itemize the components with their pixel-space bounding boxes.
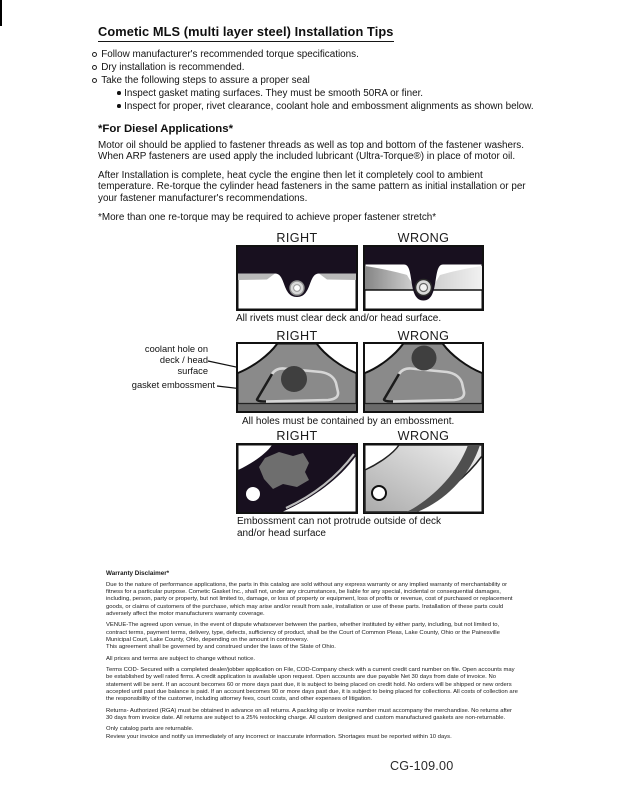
fig3-right-diagram: [236, 443, 358, 514]
diesel-retorque-note: *More than one re-torque may be required to achieve proper fastener stretch*: [98, 211, 437, 223]
fig1-wrong-diagram: [363, 245, 484, 311]
diesel-paragraph: After Installation is complete, heat cycle the engine then let it completely cool to ambient temperature. Re-torque the cylinder head fasteners in the same pattern as initial installation or per your fastener manufacturer's recommendations.: [98, 170, 526, 204]
fig2-wrong-label: WRONG: [397, 329, 450, 343]
warranty-disclaimer-section: [106, 570, 518, 741]
diesel-paragraph: Motor oil should be applied to fastener threads as well as top and bottom of the fastener washers. When ARP fasteners are used apply the included lubricant (Ultra-Torque®) in place of motor oil.: [98, 139, 524, 162]
tip-text: Take the following steps to assure a proper seal: [101, 74, 310, 86]
tip-text: Dry installation is recommended.: [101, 61, 245, 73]
tip-text: Follow manufacturer's recommended torque specifications.: [101, 48, 359, 60]
fig1-right-label: RIGHT: [276, 231, 318, 245]
bolt-hole-icon: [372, 486, 386, 500]
fig1-right-diagram: [236, 245, 358, 311]
prices-notice: All prices and terms are subject to change without notice.: [106, 655, 255, 662]
terms-cod-paragraph: Terms COD- Secured with a completed dealer/jobber application on File, COD-Company check with a current credit card number on file. Open accounts may be established by well rated firms. A credit application is available upon request. Open accounts are due payable Net 30 days from date of invoice. No statement will be sent. If an account becomes 60 or more days past due, it is subject to being placed on credit hold. No orders will be shipped or new orders accepted until past due balance is paid. If an account becomes 90 or more days past due, it is subject to being placed for collections. All costs of collection are the responsibility of the customer, including attorney fees, court costs, and other expenses of litigation.: [106, 667, 518, 703]
fig3-caption: Embossment can not protrude outside of deck and/or head surface: [237, 516, 442, 539]
venue-paragraph: VENUE-The agreed upon venue, in the event of dispute whatsoever between the parties, whether instituted by either party, including, but not limited to, contract terms, payment terms, delivery, type, defects, sufficiency of product, shall be the Court of Common Pleas, Lake County, Ohio or the Painesville Municipal Court, Lake County, Ohio, depending on the amount in controversy.: [106, 622, 500, 643]
governing-law-paragraph: This agreement shall be governed by and construed under the laws of the State of Ohio.: [106, 644, 336, 651]
fig3-right-label: RIGHT: [276, 429, 318, 443]
fig2-caption: All holes must be contained by an embossment.: [242, 416, 455, 427]
fig2-right-label: RIGHT: [276, 329, 318, 343]
warranty-paragraph: Due to the nature of performance applications, the parts in this catalog are sold without any express warranty or any implied warranty of merchantability or fitness for a particular purpose. Cometic Gasket Inc., shall not, under any circumstances, be liable for any special, incidental or consequential damages, including, person, party or property, but not limited to, damage, or loss of property or equipment, loss of profits or revenue, cost of purchased or replacement goods, or claims of customers of the purchase, which may arise and/or result from sale, installation or use of these parts. Installation of these parts could adversely affect the motor manufacturers warranty coverage.: [106, 582, 513, 617]
fig3-wrong-label: WRONG: [397, 429, 450, 443]
warranty-heading: Warranty Disclaimer*: [106, 570, 170, 577]
page-title: Cometic MLS (multi layer steel) Installation Tips: [98, 24, 394, 42]
bolt-hole-icon: [246, 487, 260, 501]
gasket-embossment-label: gasket embossment: [131, 380, 215, 390]
returns-paragraph: Returns- Authorized (RGA) must be obtained in advance on all returns. A packing slip or invoice number must accompany the merchandise. No returns after 30 days from invoice date. All returns are subject to a 25% restocking charge. All custom designed and custom manufactured gaskets are non-returnable.: [106, 707, 513, 721]
fig2-right-diagram: [236, 342, 358, 413]
diesel-applications-heading: *For Diesel Applications*: [98, 122, 234, 135]
tip-sub-text: Inspect for proper, rivet clearance, coolant hole and embossment alignments as shown below.: [124, 100, 534, 112]
fig1-caption: All rivets must clear deck and/or head surface.: [236, 313, 442, 324]
invoice-review-note: Review your invoice and notify us immediately of any incorrect or inaccurate information. Shortages must be reported within 10 days.: [106, 733, 452, 740]
document-code: CG-109.00: [390, 759, 454, 773]
coolant-hole-icon: [412, 346, 437, 371]
fig1-wrong-label: WRONG: [397, 231, 450, 245]
coolant-hole-icon: [281, 366, 307, 392]
fig2-wrong-diagram: [363, 342, 484, 413]
fig3-wrong-diagram: [363, 443, 484, 514]
coolant-hole-label: coolant hole on deck / head surface: [144, 344, 208, 376]
tip-sub-text: Inspect gasket mating surfaces. They must be smooth 50RA or finer.: [124, 87, 424, 99]
catalog-parts-note: Only catalog parts are returnable.: [106, 726, 194, 733]
